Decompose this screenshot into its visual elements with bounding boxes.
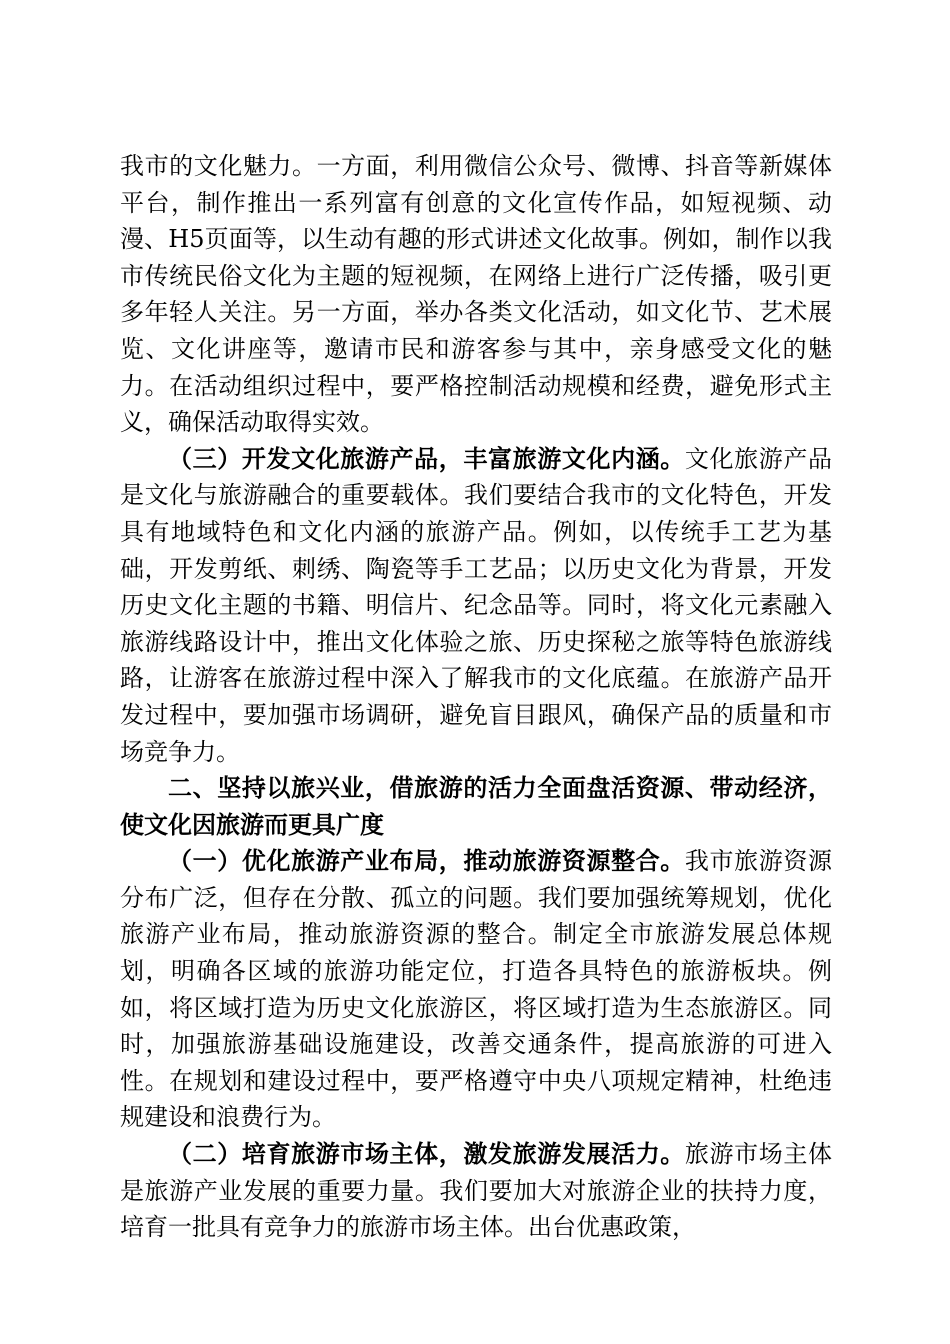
paragraph-3 xyxy=(120,843,832,1136)
paragraph-2-lead: （三）开发文化旅游产品，丰富旅游文化内涵。 xyxy=(168,443,685,473)
paragraph-2 xyxy=(120,441,832,770)
paragraph-3-text: 我市旅游资源分布广泛，但存在分散、孤立的问题。我们要加强统筹规划，优化旅游产业布局，推动旅游资源的整合。制定全市旅游发展总体规划，明确各区域的旅游功能定位，打造各具特色的旅游板块。例如，将区域打造为历史文化旅游区，将区域打造为生态旅游区。同时，加强旅游基础设施建设，改善交通条件，提高旅游的可进入性。在规划和建设过程中，要严格遵守中央八项规定精神，杜绝违规建设和浪费行为。 xyxy=(120,847,832,1132)
paragraph-4 xyxy=(120,1136,832,1246)
paragraph-4-lead: （二）培育旅游市场主体，激发旅游发展活力。 xyxy=(168,1139,685,1169)
section-heading xyxy=(120,770,832,843)
paragraph-1-text: 我市的文化魅力。一方面，利用微信公众号、微博、抖音等新媒体平台，制作推出一系列富有创意的文化宣传作品，如短视频、动漫、H5页面等，以生动有趣的形式讲述文化故事。例如，制作以我市传统民俗文化为主题的短视频，在网络上进行广泛传播，吸引更多年轻人关注。另一方面，举办各类文化活动，如文化节、艺术展览、文化讲座等，邀请市民和游客参与其中，亲身感受文化的魅力。在活动组织过程中，要严格控制活动规模和经费，避免形式主义，确保活动取得实效。 xyxy=(120,152,832,437)
paragraph-4-text: 旅游市场主体是旅游产业发展的重要力量。我们要加大对旅游企业的扶持力度，培育一批具有竞争力的旅游市场主体。出台优惠政策， xyxy=(120,1140,832,1242)
paragraph-2-text: 文化旅游产品是文化与旅游融合的重要载体。我们要结合我市的文化特色，开发具有地域特色和文化内涵的旅游产品。例如，以传统手工艺为基础，开发剪纸、刺绣、陶瓷等手工艺品；以历史文化为背景，开发历史文化主题的书籍、明信片、纪念品等。同时，将文化元素融入旅游线路设计中，推出文化体验之旅、历史探秘之旅等特色旅游线路，让游客在旅游过程中深入了解我市的文化底蕴。在旅游产品开发过程中，要加强市场调研，避免盲目跟风，确保产品的质量和市场竞争力。 xyxy=(120,444,832,766)
document-page xyxy=(120,148,832,1246)
paragraph-3-lead: （一）优化旅游产业布局，推动旅游资源整合。 xyxy=(168,846,685,876)
paragraph-1 xyxy=(120,148,832,441)
section-heading-text: 二、坚持以旅兴业，借旅游的活力全面盘活资源、带动经济，使文化因旅游而更具广度 xyxy=(120,774,832,839)
